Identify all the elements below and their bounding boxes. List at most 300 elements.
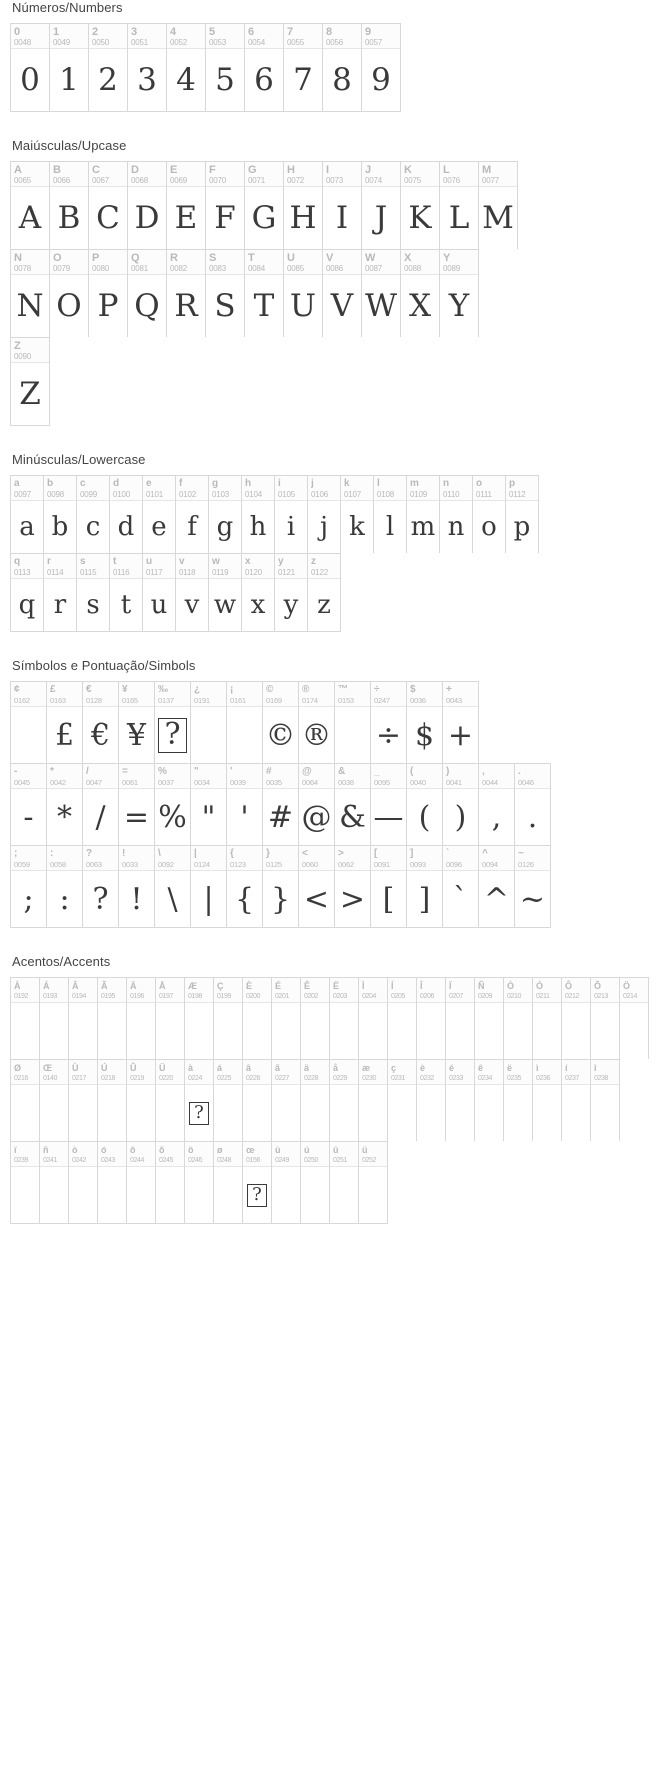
glyph-cell[interactable] <box>119 764 155 845</box>
glyph-preview: ] <box>418 881 431 917</box>
glyph-cell-header <box>417 1060 445 1085</box>
glyph-character-label: > <box>338 848 344 859</box>
glyph-cell[interactable] <box>89 162 128 249</box>
section-title: Minúsculas/Lowercase <box>12 452 146 467</box>
glyph-cell-header <box>50 250 88 275</box>
glyph-preview: 0 <box>20 62 40 98</box>
glyph-cell-header <box>214 978 242 1003</box>
glyph-code-label: 0123 <box>230 860 246 869</box>
glyph-cell[interactable] <box>362 162 401 249</box>
glyph-cell[interactable] <box>272 1142 301 1223</box>
glyph-character-label: " <box>194 766 199 777</box>
glyph-cell-header <box>407 682 442 707</box>
glyph-cell-header <box>323 162 361 187</box>
glyph-code-label: 0061 <box>122 778 138 787</box>
glyph-cell[interactable] <box>128 162 167 249</box>
glyph-cell[interactable] <box>301 978 330 1059</box>
glyph-cell[interactable] <box>191 682 227 763</box>
glyph-character-label: œ <box>246 1145 255 1155</box>
glyph-cell[interactable] <box>245 250 284 337</box>
glyph-code-label: 0203 <box>333 993 347 1000</box>
glyph-cell[interactable] <box>167 24 206 111</box>
glyph-code-label: 0210 <box>507 993 521 1000</box>
glyph-cell[interactable] <box>504 978 533 1059</box>
glyph-character-label: ™ <box>338 684 348 695</box>
glyph-cell[interactable] <box>242 554 275 631</box>
glyph-preview: A <box>18 200 42 236</box>
glyph-cell[interactable] <box>330 978 359 1059</box>
glyph-character-label: ä <box>304 1063 310 1073</box>
glyph-cell[interactable] <box>299 846 335 927</box>
glyph-character-label: í <box>565 1063 568 1073</box>
glyph-cell[interactable] <box>330 1142 359 1223</box>
glyph-character-label: Ä <box>130 981 137 991</box>
glyph-code-label: 0057 <box>365 38 382 47</box>
glyph-cell[interactable] <box>143 554 176 631</box>
glyph-cell[interactable] <box>191 846 227 927</box>
glyph-cell[interactable] <box>44 476 77 553</box>
glyph-cell[interactable] <box>128 250 167 337</box>
glyph-cell[interactable] <box>128 24 167 111</box>
glyph-character-label: K <box>404 164 412 176</box>
glyph-cell[interactable] <box>401 250 440 337</box>
glyph-cell[interactable] <box>206 24 245 111</box>
glyph-row <box>10 977 649 1059</box>
glyph-cell-header <box>47 682 82 707</box>
glyph-cell[interactable] <box>11 1142 40 1223</box>
glyph-preview: 4 <box>176 62 196 98</box>
glyph-cell[interactable] <box>167 162 206 249</box>
glyph-cell[interactable] <box>89 250 128 337</box>
glyph-code-label: 0091 <box>374 860 390 869</box>
glyph-cell[interactable] <box>359 1142 388 1223</box>
glyph-character-label: * <box>50 766 54 777</box>
glyph-character-label: Ó <box>536 981 544 991</box>
glyph-cell[interactable] <box>388 1060 417 1141</box>
glyph-cell[interactable] <box>388 978 417 1059</box>
glyph-cell[interactable] <box>323 24 362 111</box>
glyph-code-label: 0070 <box>209 176 226 185</box>
glyph-cell[interactable] <box>209 554 242 631</box>
glyph-cell[interactable] <box>206 162 245 249</box>
glyph-cell[interactable] <box>275 554 308 631</box>
glyph-cell[interactable] <box>155 846 191 927</box>
glyph-cell[interactable] <box>245 24 284 111</box>
glyph-code-label: 0250 <box>304 1157 318 1164</box>
glyph-cell[interactable] <box>473 476 506 553</box>
glyph-preview: R <box>174 288 198 324</box>
glyph-cell[interactable] <box>98 978 127 1059</box>
glyph-code-label: 0205 <box>391 993 405 1000</box>
glyph-cell[interactable] <box>533 1060 562 1141</box>
glyph-cell-header <box>209 554 241 579</box>
glyph-cell[interactable] <box>323 162 362 249</box>
glyph-cell[interactable] <box>11 162 50 249</box>
glyph-character-label: , <box>482 766 485 777</box>
glyph-cell[interactable] <box>50 24 89 111</box>
glyph-character-label: | <box>194 848 197 859</box>
glyph-character-label: w <box>212 556 220 567</box>
glyph-code-label: 0216 <box>14 1075 28 1082</box>
glyph-character-label: ; <box>14 848 18 859</box>
glyph-code-label: 0218 <box>101 1075 115 1082</box>
glyph-cell[interactable] <box>275 476 308 553</box>
glyph-cell[interactable] <box>185 1060 214 1141</box>
glyph-code-label: 0075 <box>404 176 421 185</box>
glyph-cell[interactable] <box>185 1142 214 1223</box>
glyph-cell-header <box>143 554 175 579</box>
glyph-cell[interactable] <box>371 682 407 763</box>
glyph-cell[interactable] <box>479 846 515 927</box>
glyph-cell[interactable] <box>407 476 440 553</box>
glyph-cell-header <box>341 476 373 501</box>
glyph-code-label: 0051 <box>131 38 148 47</box>
glyph-row <box>10 845 551 928</box>
glyph-cell[interactable] <box>440 162 479 249</box>
glyph-character-label: D <box>131 164 139 176</box>
glyph-cell-header <box>301 1060 329 1085</box>
glyph-cell[interactable] <box>440 250 479 337</box>
glyph-preview <box>127 1003 155 1059</box>
section-accents <box>0 954 661 1224</box>
glyph-cell[interactable] <box>371 764 407 845</box>
glyph-cell[interactable] <box>50 162 89 249</box>
glyph-code-label: 0090 <box>14 352 31 361</box>
glyph-cell-header <box>119 846 154 871</box>
glyph-preview: k <box>349 512 365 542</box>
glyph-cell[interactable] <box>83 764 119 845</box>
glyph-cell[interactable] <box>263 682 299 763</box>
glyph-cell[interactable] <box>11 338 50 425</box>
glyph-cell[interactable] <box>98 1060 127 1141</box>
glyph-character-label: ò <box>72 1145 78 1155</box>
glyph-character-label: l <box>377 478 380 489</box>
glyph-code-label: 0069 <box>170 176 187 185</box>
glyph-character-label: q <box>14 556 21 567</box>
glyph-character-label: © <box>266 684 274 695</box>
glyph-cell[interactable] <box>44 554 77 631</box>
glyph-code-label: 0079 <box>53 264 70 273</box>
glyph-cell[interactable] <box>515 764 551 845</box>
glyph-cell[interactable] <box>362 250 401 337</box>
glyph-cell[interactable] <box>156 1060 185 1141</box>
glyph-cell[interactable] <box>209 476 242 553</box>
glyph-cell-header <box>155 764 190 789</box>
glyph-cell[interactable] <box>227 764 263 845</box>
glyph-cell[interactable] <box>533 978 562 1059</box>
glyph-cell[interactable] <box>89 24 128 111</box>
glyph-cell[interactable] <box>47 764 83 845</box>
glyph-code-label: 0140 <box>43 1075 57 1082</box>
glyph-character-label: ¢ <box>14 684 20 695</box>
glyph-preview: K <box>408 200 432 236</box>
glyph-character-label: Õ <box>594 981 602 991</box>
glyph-code-label: 0105 <box>278 490 295 499</box>
glyph-cell[interactable] <box>359 1060 388 1141</box>
glyph-character-label: Ü <box>159 1063 166 1073</box>
glyph-cell[interactable] <box>47 846 83 927</box>
glyph-cell[interactable] <box>214 1060 243 1141</box>
glyph-row <box>10 763 551 845</box>
glyph-cell-header <box>591 1060 619 1085</box>
glyph-code-label: 0089 <box>443 264 460 273</box>
glyph-cell[interactable] <box>443 764 479 845</box>
glyph-cell[interactable] <box>335 846 371 927</box>
section-lowercase <box>0 452 661 632</box>
glyph-cell[interactable] <box>11 1060 40 1141</box>
glyph-preview <box>359 1003 387 1059</box>
glyph-code-label: 0237 <box>565 1075 579 1082</box>
glyph-cell[interactable] <box>362 24 401 111</box>
glyph-cell[interactable] <box>245 162 284 249</box>
glyph-cell[interactable] <box>227 846 263 927</box>
glyph-cell[interactable] <box>407 846 443 927</box>
glyph-cell-header <box>284 24 322 49</box>
glyph-code-label: 0066 <box>53 176 70 185</box>
glyph-cell-header <box>362 162 400 187</box>
glyph-cell-header <box>401 250 439 275</box>
glyph-cell[interactable] <box>98 1142 127 1223</box>
glyph-cell[interactable] <box>50 250 89 337</box>
glyph-cell[interactable] <box>127 1060 156 1141</box>
glyph-cell[interactable] <box>335 764 371 845</box>
glyph-cell[interactable] <box>11 250 50 337</box>
glyph-character-label: ~ <box>518 848 524 859</box>
glyph-cell[interactable] <box>185 978 214 1059</box>
glyph-code-label: 0234 <box>478 1075 492 1082</box>
glyph-character-label: % <box>158 766 167 777</box>
glyph-preview: ) <box>454 799 467 835</box>
glyph-cell[interactable] <box>591 1060 620 1141</box>
glyph-cell[interactable] <box>479 764 515 845</box>
glyph-character-label: ? <box>86 848 93 859</box>
glyph-preview <box>533 1003 561 1059</box>
glyph-cell[interactable] <box>214 1142 243 1223</box>
glyph-preview <box>214 1085 242 1141</box>
glyph-cell[interactable] <box>299 682 335 763</box>
glyph-character-label: Y <box>443 252 451 264</box>
glyph-cell[interactable] <box>335 682 371 763</box>
glyph-cell[interactable] <box>243 1142 272 1223</box>
glyph-cell[interactable] <box>301 1142 330 1223</box>
glyph-code-label: 0243 <box>101 1157 115 1164</box>
glyph-cell[interactable] <box>143 476 176 553</box>
glyph-cell[interactable] <box>299 764 335 845</box>
glyph-cell[interactable] <box>401 162 440 249</box>
glyph-code-label: 0077 <box>482 176 499 185</box>
glyph-character-label: s <box>80 556 86 567</box>
glyph-cell[interactable] <box>446 1060 475 1141</box>
glyph-cell[interactable] <box>83 846 119 927</box>
glyph-preview: C <box>96 200 120 236</box>
glyph-cell[interactable] <box>359 978 388 1059</box>
glyph-character-label: k <box>344 478 350 489</box>
glyph-code-label: 0220 <box>159 1075 173 1082</box>
glyph-code-label: 0156 <box>246 1157 260 1164</box>
glyph-cell[interactable] <box>506 476 539 553</box>
glyph-code-label: 0065 <box>14 176 31 185</box>
glyph-cell[interactable] <box>227 682 263 763</box>
glyph-cell-header <box>263 764 298 789</box>
glyph-cell[interactable] <box>11 24 50 111</box>
glyph-preview: ÷ <box>375 717 402 753</box>
glyph-cell[interactable] <box>40 1142 69 1223</box>
glyph-cell[interactable] <box>11 978 40 1059</box>
glyph-preview: X <box>408 288 432 324</box>
glyph-preview: J <box>374 200 388 236</box>
glyph-preview <box>330 1085 358 1141</box>
glyph-cell-header <box>156 978 184 1003</box>
glyph-cell-header <box>83 846 118 871</box>
glyph-cell[interactable] <box>443 682 479 763</box>
glyph-preview: # <box>267 799 294 835</box>
glyph-cell[interactable] <box>11 682 47 763</box>
glyph-cell[interactable] <box>156 978 185 1059</box>
glyph-cell[interactable] <box>40 1060 69 1141</box>
glyph-cell[interactable] <box>77 476 110 553</box>
glyph-cell[interactable] <box>110 476 143 553</box>
glyph-code-label: 0047 <box>86 778 102 787</box>
glyph-cell-header <box>156 1060 184 1085</box>
glyph-cell[interactable] <box>176 476 209 553</box>
glyph-cell[interactable] <box>243 978 272 1059</box>
glyph-character-label: ÷ <box>374 684 380 695</box>
glyph-cell[interactable] <box>263 846 299 927</box>
glyph-cell[interactable] <box>69 978 98 1059</box>
glyph-preview: . <box>527 799 538 835</box>
glyph-cell[interactable] <box>242 476 275 553</box>
glyph-cell[interactable] <box>191 764 227 845</box>
glyph-cell[interactable] <box>272 978 301 1059</box>
glyph-cell-header <box>176 476 208 501</box>
glyph-cell[interactable] <box>341 476 374 553</box>
glyph-cell[interactable] <box>371 846 407 927</box>
glyph-cell[interactable] <box>504 1060 533 1141</box>
glyph-cell[interactable] <box>127 1142 156 1223</box>
glyph-character-label: 8 <box>326 26 333 38</box>
glyph-cell[interactable] <box>620 978 649 1059</box>
glyph-cell[interactable] <box>263 764 299 845</box>
glyph-cell[interactable] <box>272 1060 301 1141</box>
glyph-cell[interactable] <box>475 1060 504 1141</box>
glyph-character-label: é <box>449 1063 455 1073</box>
glyph-cell[interactable] <box>47 682 83 763</box>
glyph-cell-header <box>206 24 244 49</box>
glyph-cell[interactable] <box>167 250 206 337</box>
glyph-cell[interactable] <box>562 1060 591 1141</box>
glyph-cell[interactable] <box>475 978 504 1059</box>
glyph-character-label: É <box>275 981 282 991</box>
glyph-cell[interactable] <box>440 476 473 553</box>
glyph-cell-header <box>44 476 76 501</box>
glyph-character-label: Ã <box>101 981 108 991</box>
glyph-preview: ® <box>301 717 332 753</box>
glyph-cell[interactable] <box>11 846 47 927</box>
glyph-cell[interactable] <box>591 978 620 1059</box>
glyph-cell[interactable] <box>40 978 69 1059</box>
glyph-cell-header <box>89 250 127 275</box>
glyph-cell[interactable] <box>11 476 44 553</box>
glyph-cell[interactable] <box>446 978 475 1059</box>
glyph-cell[interactable] <box>11 554 44 631</box>
glyph-character-label: Ö <box>623 981 631 991</box>
glyph-cell[interactable] <box>176 554 209 631</box>
glyph-character-label: \ <box>158 848 161 859</box>
glyph-cell[interactable] <box>443 846 479 927</box>
glyph-character-label: ø <box>217 1145 223 1155</box>
glyph-cell[interactable] <box>77 554 110 631</box>
glyph-cell[interactable] <box>110 554 143 631</box>
glyph-cell[interactable] <box>119 682 155 763</box>
glyph-code-label: 0239 <box>14 1157 28 1164</box>
glyph-code-label: 0049 <box>53 38 70 47</box>
glyph-cell[interactable] <box>83 682 119 763</box>
glyph-cell[interactable] <box>515 846 551 927</box>
glyph-code-label: 0109 <box>410 490 427 499</box>
glyph-cell[interactable] <box>69 1060 98 1141</box>
glyph-cell[interactable] <box>119 846 155 927</box>
glyph-cell[interactable] <box>330 1060 359 1141</box>
glyph-cell[interactable] <box>562 978 591 1059</box>
glyph-cell[interactable] <box>284 250 323 337</box>
glyph-cell[interactable] <box>301 1060 330 1141</box>
glyph-cell[interactable] <box>374 476 407 553</box>
glyph-character-label: V <box>326 252 334 264</box>
glyph-cell[interactable] <box>11 764 47 845</box>
glyph-preview: D <box>134 200 160 236</box>
glyph-preview <box>272 1085 300 1141</box>
glyph-cell[interactable] <box>417 978 446 1059</box>
glyph-code-label: 0110 <box>443 490 460 499</box>
glyph-cell[interactable] <box>417 1060 446 1141</box>
glyph-cell-header <box>284 250 322 275</box>
glyph-code-label: 0214 <box>623 993 637 1000</box>
glyph-character-label: ú <box>304 1145 310 1155</box>
glyph-cell[interactable] <box>323 250 362 337</box>
glyph-cell[interactable] <box>214 978 243 1059</box>
glyph-cell[interactable] <box>206 250 245 337</box>
glyph-cell[interactable] <box>155 682 191 763</box>
glyph-character-label: Ç <box>217 981 224 991</box>
glyph-preview: f <box>187 512 197 542</box>
glyph-cell[interactable] <box>308 476 341 553</box>
glyph-cell-header <box>330 978 358 1003</box>
glyph-cell-header <box>335 846 370 871</box>
glyph-cell[interactable] <box>407 682 443 763</box>
glyph-cell[interactable] <box>243 1060 272 1141</box>
glyph-cell[interactable] <box>284 24 323 111</box>
glyph-character-label: [ <box>374 848 378 859</box>
glyph-cell-header <box>206 250 244 275</box>
glyph-cell-header <box>40 1060 68 1085</box>
glyph-code-label: 0102 <box>179 490 196 499</box>
glyph-cell[interactable] <box>127 978 156 1059</box>
glyph-cell[interactable] <box>407 764 443 845</box>
glyph-character-label: Í <box>391 981 394 991</box>
glyph-cell[interactable] <box>156 1142 185 1223</box>
glyph-cell[interactable] <box>69 1142 98 1223</box>
glyph-character-label: I <box>326 164 330 176</box>
glyph-cell[interactable] <box>284 162 323 249</box>
glyph-cell[interactable] <box>155 764 191 845</box>
glyph-cell-header <box>77 554 109 579</box>
glyph-code-label: 0232 <box>420 1075 434 1082</box>
glyph-character-label: ô <box>130 1145 136 1155</box>
glyph-code-label: 0236 <box>536 1075 550 1082</box>
glyph-cell[interactable] <box>479 162 518 249</box>
glyph-cell[interactable] <box>308 554 341 631</box>
glyph-character-label: A <box>14 164 22 176</box>
